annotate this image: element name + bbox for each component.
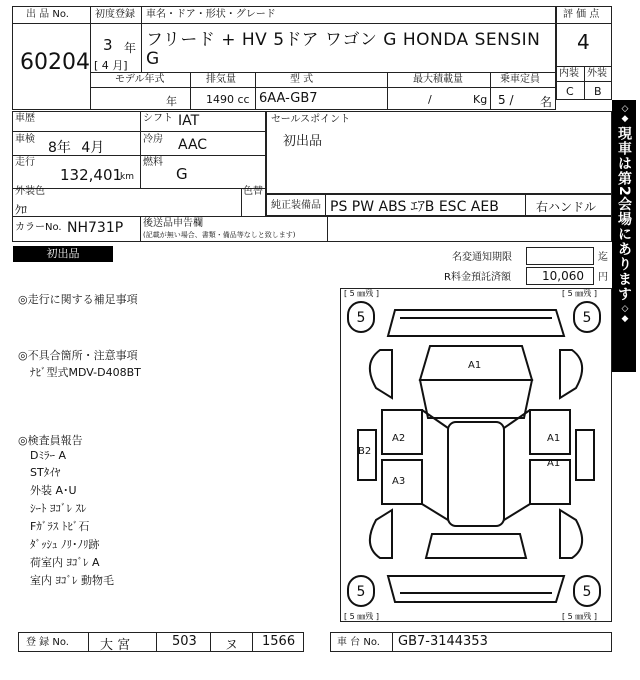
score-value: 4: [577, 30, 590, 54]
tire-bottom-right-label: [ 5 ㎜残 ]: [562, 612, 597, 621]
first-reg-label: 初度登録: [95, 9, 135, 20]
inspector-item: STﾀｲﾔ: [30, 466, 61, 479]
inspection-label: 車検: [15, 134, 35, 145]
mileage-label: 走行: [15, 157, 35, 168]
plate-class: 503: [172, 634, 197, 649]
damage-mark-left-rear-door: A3: [392, 476, 406, 487]
tire-depth-top-right: 5: [582, 310, 592, 326]
rear-window: [426, 534, 526, 558]
max-load-label: 最大積載量: [413, 74, 463, 85]
ac-value: AAC: [178, 137, 208, 153]
interior-grade: C: [566, 85, 574, 98]
damage-mark-left-front-door: A2: [392, 433, 406, 444]
type-value: 6AA-GB7: [259, 91, 318, 106]
model-label: 車名・ドア・形状・グレード: [146, 9, 276, 20]
max-load-unit: Kg: [473, 93, 488, 106]
model-name: フリード + HV 5ドア ワゴン G HONDA SENSIN: [146, 30, 541, 50]
type-label: 型 式: [290, 74, 314, 85]
right-rocker: [576, 430, 594, 480]
interior-label: 内装: [559, 68, 579, 79]
defects-header: ◎不具合箇所・注意事項: [18, 349, 138, 362]
shift-label: シフト: [143, 113, 173, 124]
side-banner-text: 現車は第2会場にあります: [616, 126, 632, 302]
inspection-value: 8年 4月: [48, 140, 105, 156]
front-bumper: [388, 310, 564, 336]
plate-kana: ヌ: [225, 638, 239, 653]
lot-number: 60204: [20, 50, 90, 75]
color-change-label: 色替: [243, 186, 263, 197]
inspector-item: Dﾐﾗｰ A: [30, 449, 66, 462]
tire-top-left-label: [ 5 ㎜残 ]: [344, 289, 379, 298]
first-reg-year: 3: [103, 36, 113, 54]
ac-label: 冷房: [143, 134, 163, 145]
exterior-color-value: ｸﾛ: [15, 203, 28, 217]
history-label: 車歴: [15, 113, 35, 124]
chassis-label: 車 台 No.: [337, 637, 380, 648]
mileage-value: 132,401: [60, 166, 123, 184]
post-delivery-label: 後送品申告欄: [143, 218, 203, 229]
plate-number: 1566: [262, 634, 296, 649]
model-year-label: モデル年式: [115, 74, 165, 85]
inspector-header: ◎検査員報告: [18, 434, 83, 447]
recycle-label: R料金預託済額: [444, 272, 511, 283]
inspector-item: 室内 ﾖｺﾞﾚ 動物毛: [30, 574, 114, 587]
left-front-door: [382, 410, 422, 454]
score-label: 評 価 点: [563, 9, 600, 20]
roof: [448, 422, 504, 526]
inspector-item: Fｶﾞﾗｽ ﾄﾋﾞ石: [30, 520, 90, 533]
right-front-fender: [560, 350, 582, 398]
name-change-label: 名変通知期限: [452, 252, 512, 263]
left-front-fender: [370, 350, 392, 398]
color-no-value: NH731P: [67, 220, 124, 236]
exterior-color-label: 外装色: [15, 186, 45, 197]
capacity-unit: 名: [540, 95, 553, 109]
shift-value: IAT: [178, 113, 200, 129]
damage-mark-left-rocker: B2: [358, 446, 372, 457]
inspector-item: 外装 A･U: [30, 484, 77, 497]
equipment-value: PS PW ABS ｴｱB ESC AEB: [330, 199, 499, 215]
defect-item: ﾅﾋﾞ型式MDV-D408BT: [30, 366, 141, 379]
car-diagram: [340, 288, 612, 622]
windshield: [420, 380, 532, 418]
inspector-item: 荷室内 ﾖｺﾞﾚ A: [30, 556, 100, 569]
recycle-value: 10,060: [542, 269, 584, 283]
tire-depth-bottom-right: 5: [582, 584, 592, 600]
mileage-unit: km: [120, 172, 134, 182]
fuel-value: G: [176, 165, 188, 183]
sales-point-value: 初出品: [283, 134, 323, 149]
capacity-label: 乗車定員: [500, 74, 540, 85]
tire-depth-top-left: 5: [356, 310, 366, 326]
inspector-item: ﾀﾞｯｼｭ ﾉﾘ･ﾉﾘ跡: [30, 538, 100, 551]
driving-header: ◎走行に関する補足事項: [18, 293, 138, 306]
damage-mark-right-front-door: A1: [547, 433, 561, 444]
tire-bottom-left-label: [ 5 ㎜残 ]: [344, 612, 379, 621]
recycle-unit: 円: [598, 272, 608, 283]
inspector-item: ｼｰﾄ ﾖｺﾞﾚ ｽﾚ: [30, 502, 87, 515]
chassis-value: GB7-3144353: [398, 634, 488, 649]
damage-mark-hood: A1: [468, 360, 482, 371]
side-banner-diamond-bottom: ◇◆: [620, 303, 630, 324]
left-rear-fender: [370, 510, 392, 558]
model-year-unit: 年: [166, 95, 177, 108]
damage-mark-right-rear-door: A1: [547, 458, 561, 469]
color-no-label: カラーNo.: [15, 222, 62, 233]
equipment-label: 純正装備品: [271, 200, 321, 211]
tire-depth-bottom-left: 5: [356, 584, 366, 600]
sales-point-label: セールスポイント: [271, 114, 351, 125]
steering-value: 右ハンドル: [536, 200, 597, 214]
post-delivery-note: (記載が無い場合、書類・備品等なしと致します): [143, 231, 296, 239]
side-banner: [612, 100, 636, 372]
name-change-field: [526, 247, 594, 265]
right-rear-fender: [560, 510, 582, 558]
side-banner-diamond-top: ◇◆: [620, 104, 630, 124]
plate-label: 登 録 No.: [26, 637, 69, 648]
model-name-line2: G: [146, 49, 160, 69]
first-reg-year-unit: 年: [124, 41, 137, 55]
displacement-value: 1490 cc: [206, 93, 250, 106]
rear-bumper: [388, 576, 564, 602]
tire-top-right-label: [ 5 ㎜残 ]: [562, 289, 597, 298]
first-listing-tag: 初出品: [13, 246, 113, 262]
lot-label: 出 品 No.: [26, 9, 69, 20]
exterior-label: 外装: [587, 68, 607, 79]
displacement-label: 排気量: [206, 74, 236, 85]
capacity-value: 5 /: [498, 93, 514, 107]
exterior-grade: B: [594, 85, 602, 98]
fuel-label: 燃料: [143, 157, 163, 168]
plate-area: 大 宮: [100, 638, 131, 653]
first-reg-month: [ 4 月]: [94, 59, 128, 72]
max-load-value: /: [428, 93, 432, 106]
name-change-unit: 迄: [598, 252, 608, 263]
right-front-door: [530, 410, 570, 454]
